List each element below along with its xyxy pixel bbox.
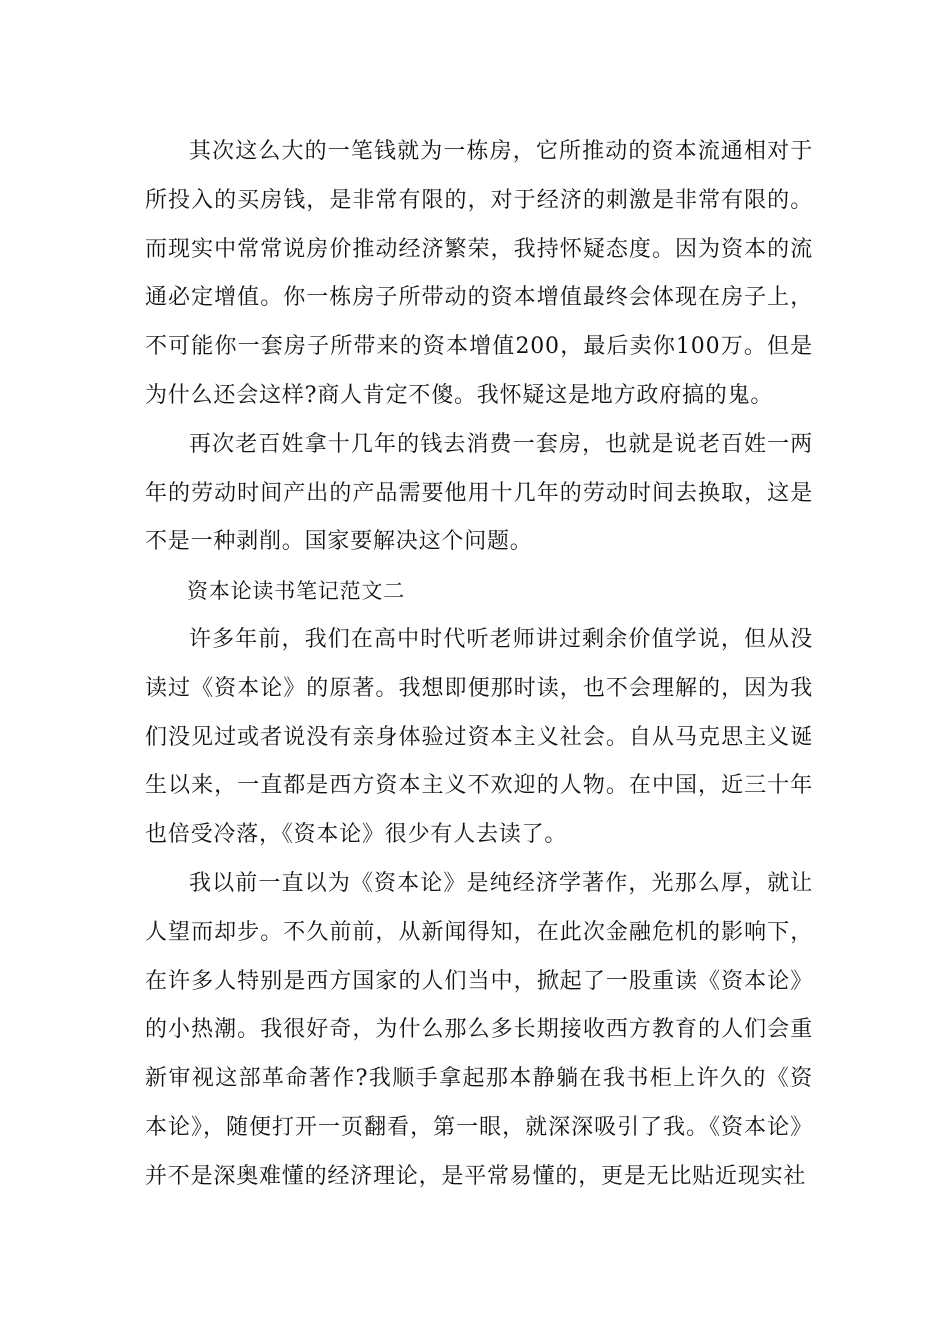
document-body: [145, 128, 813, 1202]
paragraph-surplus-value: 许多年前，我们在高中时代听老师讲过剩余价值学说，但从没读过《资本论》的原著。我想即便那时读，也不会理解的，因为我们没见过或者说没有亲身体验过资本主义社会。自从马克思主义诞生以来，一直都是西方资本主义不欢迎的人物。在中国，近三十年也倍受冷落，《资本论》很少有人去读了。: [145, 626, 813, 848]
section-heading: 资本论读书笔记范文二: [187, 579, 405, 604]
paragraph-rereading-capital: 我以前一直以为《资本论》是纯经济学著作，光那么厚，就让人望而却步。不久前前，从新闻得知，在此次金融危机的影响下，在许多人特别是西方国家的人们当中，掀起了一股重读《资本论》的小热潮。我很好奇，为什么那么多长期接收西方教育的人们会重新审视这部革命著作?我顺手拿起那本静躺在我书柜上许久的《资本论》，随便打开一页翻看，第一眼，就深深吸引了我。《资本论》并不是深奥难懂的经济理论，是平常易懂的，更是无比贴近现实社: [145, 870, 813, 1189]
paragraph-housing-capital: 其次这么大的一笔钱就为一栋房，它所推动的资本流通相对于所投入的买房钱，是非常有限的，对于经济的刺激是非常有限的。而现实中常常说房价推动经济繁荣，我持怀疑态度。因为资本的流通必定增值。你一栋房子所带动的资本增值最终会体现在房子上，不可能你一套房子所带来的资本增值200，最后卖你100万。但是为什么还会这样?商人肯定不傻。我怀疑这是地方政府搞的鬼。: [145, 139, 813, 408]
paragraph-labor-exploitation: 再次老百姓拿十几年的钱去消费一套房，也就是说老百姓一两年的劳动时间产出的产品需要他用十几年的劳动时间去换取，这是不是一种剥削。国家要解决这个问题。: [145, 431, 813, 555]
